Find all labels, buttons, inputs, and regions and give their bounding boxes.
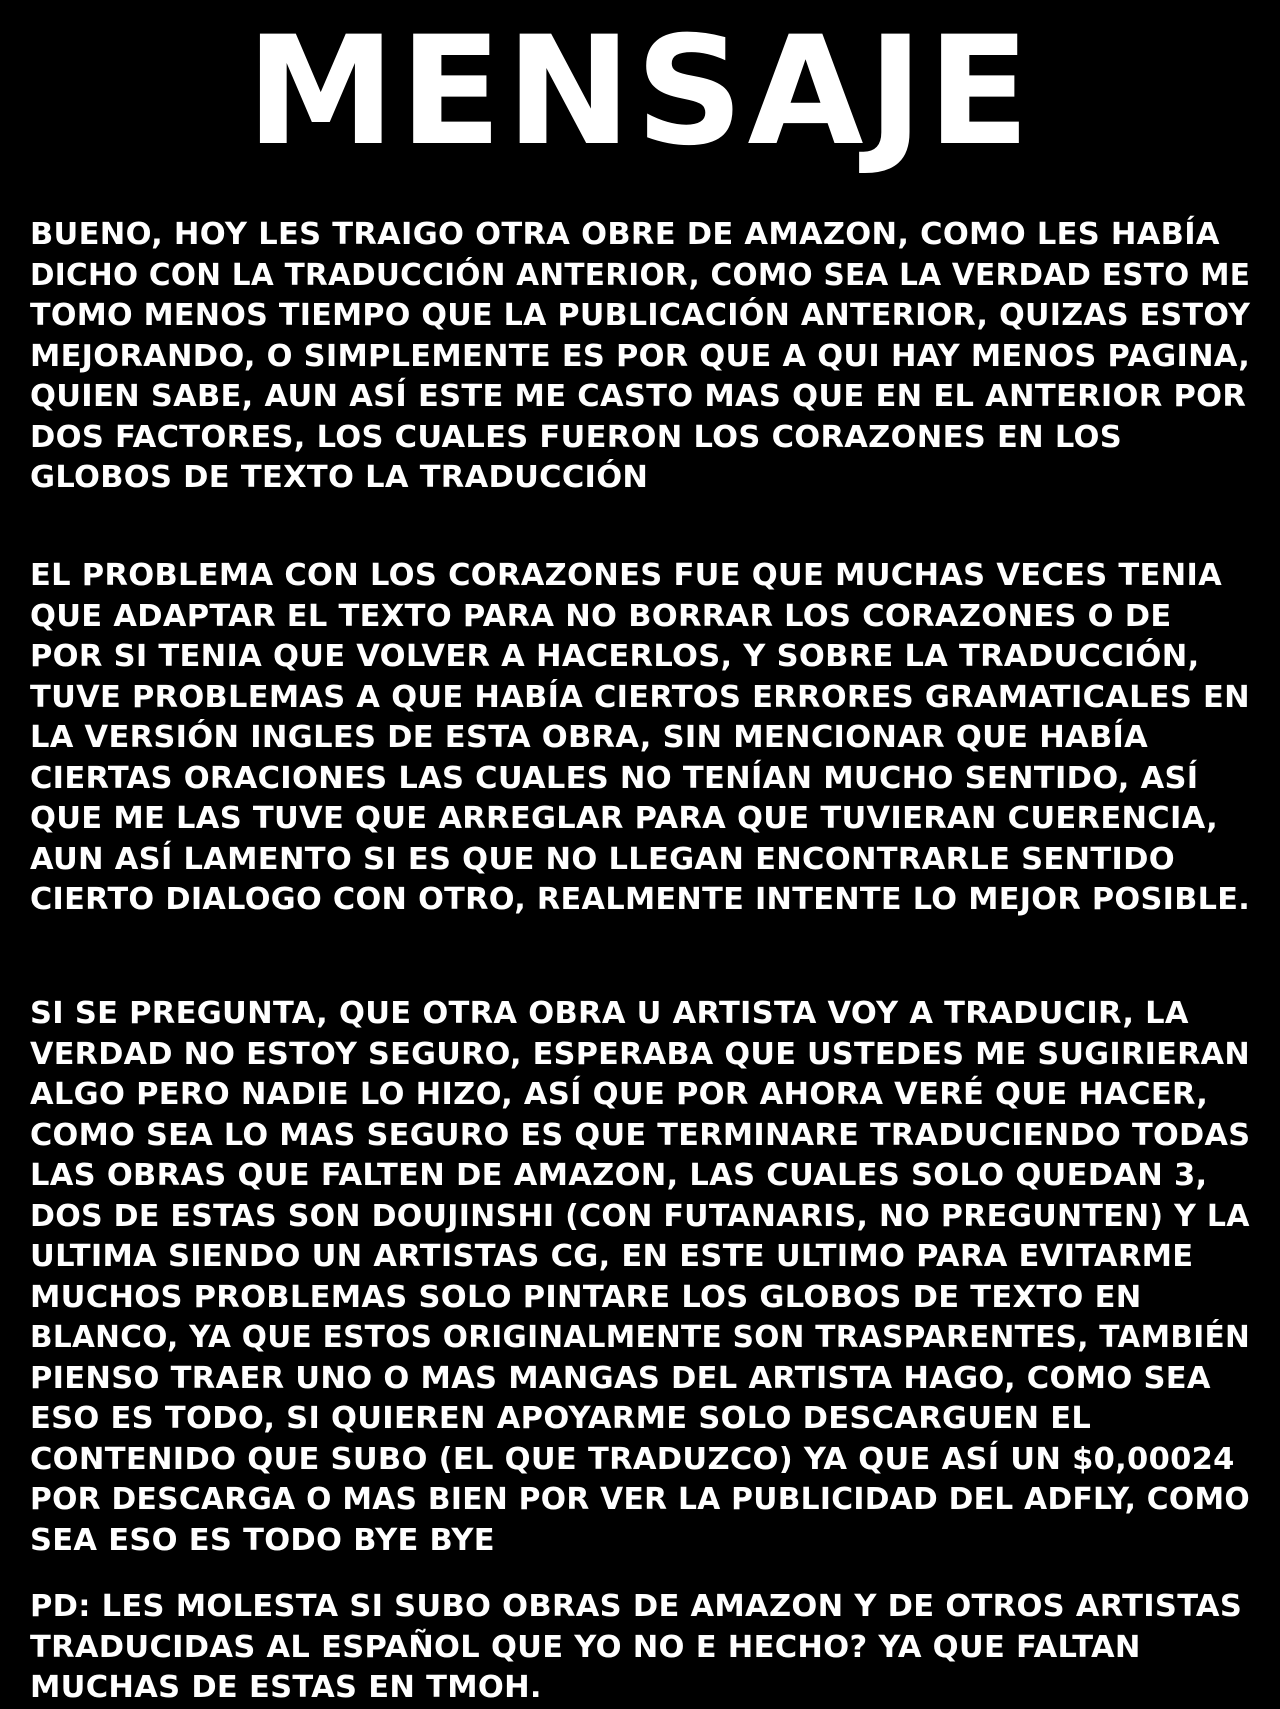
- text-line: LAS OBRAS QUE FALTEN DE AMAZON, LAS CUALES SOLO QUEDAN 3,: [30, 1158, 1208, 1193]
- text-line: MUCHOS PROBLEMAS SOLO PINTARE LOS GLOBOS DE TEXTO EN: [30, 1279, 1142, 1315]
- text-line: CONTENIDO QUE SUBO (EL QUE TRADUZCO) YA QUE ASÍ UN $0,00024: [30, 1441, 1235, 1477]
- text-line: VERDAD NO ESTOY SEGURO, ESPERABA QUE USTEDES ME SUGIRIERAN: [30, 1036, 1251, 1072]
- text-line: EL PROBLEMA CON LOS CORAZONES FUE QUE MUCHAS VECES TENIA: [30, 558, 1223, 593]
- text-line: MUCHAS DE ESTAS EN TMOH.: [30, 1670, 542, 1705]
- text-line: BLANCO, YA QUE ESTOS ORIGINALMENTE SON TRASPARENTES, TAMBIÉN: [30, 1320, 1251, 1355]
- paragraph-2: [30, 556, 1250, 921]
- text-line: COMO SEA LO MAS SEGURO ES QUE TERMINARE TRADUCIENDO TODAS: [30, 1117, 1251, 1153]
- text-line: ALGO PERO NADIE LO HIZO, ASÍ QUE POR AHORA VERÉ QUE HACER,: [30, 1077, 1209, 1112]
- text-line: GLOBOS DE TEXTO LA TRADUCCIÓN: [30, 460, 649, 495]
- text-line: QUE ADAPTAR EL TEXTO PARA NO BORRAR LOS CORAZONES O DE: [30, 598, 1172, 634]
- text-line: QUE ME LAS TUVE QUE ARREGLAR PARA QUE TUVIERAN CUERENCIA,: [30, 801, 1218, 836]
- text-line: CIERTO DIALOGO CON OTRO, REALMENTE INTENTE LO MEJOR POSIBLE.: [30, 882, 1251, 917]
- text-line: QUIEN SABE, AUN ASÍ ESTE ME CASTO MAS QUE EN EL ANTERIOR POR: [30, 379, 1247, 414]
- postscript-paragraph: [30, 1587, 1250, 1709]
- text-line: ULTIMA SIENDO UN ARTISTAS CG, EN ESTE ULTIMO PARA EVITARME: [30, 1239, 1194, 1274]
- text-line: BUENO, HOY LES TRAIGO OTRA OBRE DE AMAZON, COMO LES HABÍA: [30, 217, 1220, 252]
- text-line: CIERTAS ORACIONES LAS CUALES NO TENÍAN MUCHO SENTIDO, ASÍ: [30, 760, 1199, 796]
- text-line: DICHO CON LA TRADUCCIÓN ANTERIOR, COMO SEA LA VERDAD ESTO ME: [30, 257, 1251, 293]
- page-title: MENSAJE: [246, 5, 1034, 179]
- paragraph-3: [30, 994, 1250, 1561]
- text-line: SI SE PREGUNTA, QUE OTRA OBRA U ARTISTA VOY A TRADUCIR, LA: [30, 996, 1189, 1031]
- text-line: MEJORANDO, O SIMPLEMENTE ES POR QUE A QUI HAY MENOS PAGINA,: [30, 338, 1251, 374]
- text-line: TRADUCIDAS AL ESPAÑOL QUE YO NO E HECHO? YA QUE FALTAN: [30, 1629, 1141, 1665]
- text-line: TOMO MENOS TIEMPO QUE LA PUBLICACIÓN ANTERIOR, QUIZAS ESTOY: [30, 298, 1251, 333]
- text-line: DOS DE ESTAS SON DOUJINSHI (CON FUTANARIS, NO PREGUNTEN) Y LA: [30, 1198, 1250, 1234]
- text-line: PD: LES MOLESTA SI SUBO OBRAS DE AMAZON Y DE OTROS ARTISTAS: [30, 1589, 1243, 1624]
- text-line: AUN ASÍ LAMENTO SI ES QUE NO LLEGAN ENCONTRARLE SENTIDO: [30, 841, 1175, 877]
- text-line: TUVE PROBLEMAS A QUE HABÍA CIERTOS ERRORES GRAMATICALES EN: [30, 679, 1250, 715]
- text-line: POR DESCARGA O MAS BIEN POR VER LA PUBLICIDAD DEL ADFLY, COMO: [30, 1482, 1250, 1517]
- text-line: ESO ES TODO, SI QUIEREN APOYARME SOLO DESCARGUEN EL: [30, 1401, 1092, 1436]
- text-line: DOS FACTORES, LOS CUALES FUERON LOS CORAZONES EN LOS: [30, 419, 1122, 455]
- text-line: LA VERSIÓN INGLES DE ESTA OBRA, SIN MENCIONAR QUE HABÍA: [30, 720, 1149, 755]
- paragraph-1: [30, 215, 1250, 499]
- text-line: POR SI TENIA QUE VOLVER A HACERLOS, Y SOBRE LA TRADUCCIÓN,: [30, 639, 1200, 674]
- text-line: PIENSO TRAER UNO O MAS MANGAS DEL ARTISTA HAGO, COMO SEA: [30, 1360, 1211, 1396]
- text-line: SEA ESO ES TODO BYE BYE: [30, 1522, 495, 1558]
